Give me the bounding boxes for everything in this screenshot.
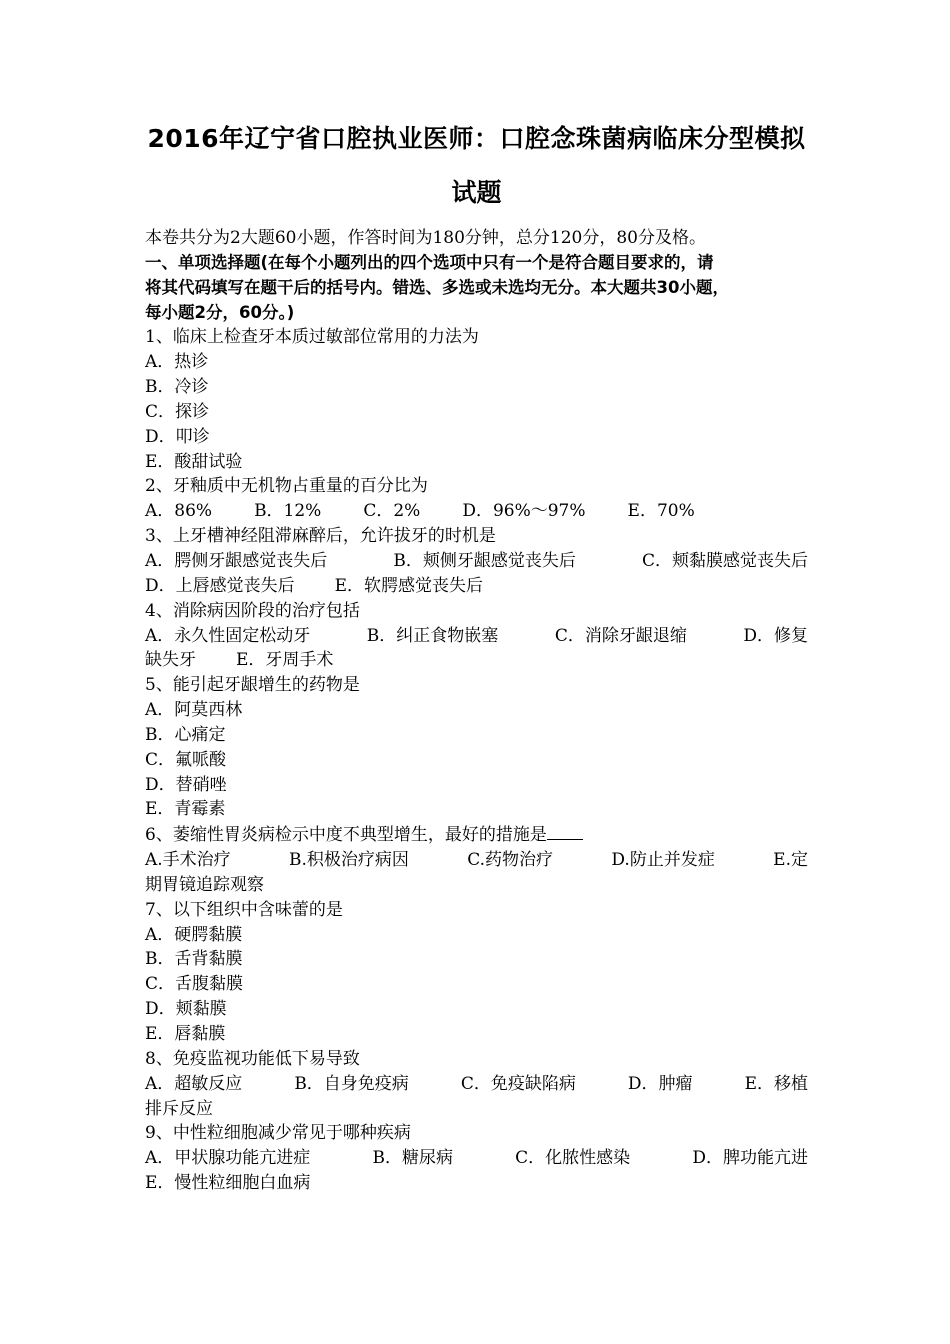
- option-continuation: 排斥反应: [145, 1098, 213, 1119]
- option-row: [145, 848, 808, 873]
- option: E．牙周手术: [236, 650, 334, 671]
- option: B．自身免疫病: [294, 1073, 409, 1094]
- option: E．青霉素: [145, 799, 226, 820]
- option: E．软腭感觉丧失后: [334, 575, 484, 596]
- option: C．免疫缺陷病: [460, 1073, 576, 1094]
- section-heading-line-1: 一、单项选择题(在每个小题列出的四个选项中只有一个是符合题目要求的，请: [145, 252, 714, 272]
- option: A．热诊: [145, 352, 209, 373]
- question-stem: 7、以下组织中含味蕾的是: [145, 899, 343, 920]
- option: D．颊黏膜: [145, 999, 227, 1020]
- option: A．永久性固定松动牙: [145, 625, 311, 646]
- option: E.定: [773, 850, 808, 871]
- option: B．纠正食物嵌塞: [366, 625, 499, 646]
- option: E．酸甜试验: [145, 451, 243, 472]
- section-heading-line-2: 将其代码填写在题干后的括号内。错选、多选或未选均无分。本大题共30小题，: [145, 277, 729, 297]
- option: E．慢性粒细胞白血病: [145, 1173, 311, 1194]
- option: A.手术治疗: [145, 850, 231, 871]
- question-stem: 2、牙釉质中无机物占重量的百分比为: [145, 476, 428, 497]
- document-page: [145, 112, 808, 1196]
- question-stem: 4、消除病因阶段的治疗包括: [145, 600, 360, 621]
- question-stem: 1、临床上检查牙本质过敏部位常用的力法为: [145, 327, 479, 348]
- option: A．甲状腺功能亢进症: [145, 1148, 311, 1169]
- option: C．氟哌酸: [145, 749, 227, 770]
- question-stem: 3、上牙槽神经阻滞麻醉后，允许拔牙的时机是: [145, 526, 496, 547]
- option: D．脾功能亢进: [692, 1148, 808, 1169]
- option: E．70%: [627, 501, 695, 522]
- option: C．化脓性感染: [515, 1148, 631, 1169]
- option: C．2%: [363, 501, 421, 522]
- option: D．肿瘤: [627, 1073, 693, 1094]
- option: D．叩诊: [145, 426, 210, 447]
- option: C．舌腹黏膜: [145, 974, 244, 995]
- option: A．阿莫西林: [145, 700, 243, 721]
- document-title: [145, 112, 808, 220]
- question-stem: 8、免疫监视功能低下易导致: [145, 1048, 360, 1069]
- option: D．替硝唑: [145, 774, 227, 795]
- option: C．探诊: [145, 401, 210, 422]
- option: B．舌背黏膜: [145, 949, 243, 970]
- option: B．12%: [254, 501, 322, 522]
- exam-intro: 本卷共分为2大题60小题，作答时间为180分钟，总分120分，80分及格。: [145, 228, 706, 248]
- option: B．糖尿病: [372, 1148, 453, 1169]
- question-stem: 6、萎缩性胃炎病检示中度不典型增生，最好的措施是: [145, 825, 547, 846]
- option-row: [145, 574, 808, 599]
- option-continuation: 期胃镜追踪观察: [145, 874, 264, 895]
- option: B.积极治疗病因: [289, 850, 409, 871]
- option-row: [145, 1072, 808, 1097]
- option: E．唇黏膜: [145, 1024, 226, 1044]
- option: D．96%～97%: [462, 501, 586, 522]
- option: B．心痛定: [145, 724, 226, 745]
- answer-blank: [547, 822, 583, 840]
- option: A．超敏反应: [145, 1073, 243, 1094]
- option: D.防止并发症: [611, 850, 715, 871]
- option: C．消除牙龈退缩: [554, 625, 687, 646]
- option: B．颊侧牙龈感觉丧失后: [393, 550, 576, 571]
- title-line-1: 2016年辽宁省口腔执业医师：口腔念珠菌病临床分型模拟: [147, 124, 806, 153]
- option-row: [145, 624, 808, 649]
- option-row: [145, 549, 808, 574]
- option-row: [145, 648, 808, 673]
- question-stem-row: [145, 822, 808, 848]
- option-continuation: 缺失牙: [145, 650, 196, 671]
- option: C．颊黏膜感觉丧失后: [641, 550, 808, 571]
- option: B．冷诊: [145, 377, 209, 398]
- option: A．86%: [145, 501, 213, 522]
- option-row: [145, 1146, 808, 1171]
- option: C.药物治疗: [467, 850, 554, 871]
- title-line-2: 试题: [451, 178, 502, 207]
- option: D．上唇感觉丧失后: [145, 575, 295, 596]
- option: A．腭侧牙龈感觉丧失后: [145, 550, 328, 571]
- option-row: [145, 499, 808, 524]
- option: E．移植: [744, 1073, 808, 1094]
- section-heading-line-3: 每小题2分，60分。): [145, 302, 295, 322]
- question-stem: 5、能引起牙龈增生的药物是: [145, 675, 360, 696]
- option: D．修复: [743, 625, 808, 646]
- option: A．硬腭黏膜: [145, 924, 243, 945]
- question-stem: 9、中性粒细胞减少常见于哪种疾病: [145, 1123, 411, 1144]
